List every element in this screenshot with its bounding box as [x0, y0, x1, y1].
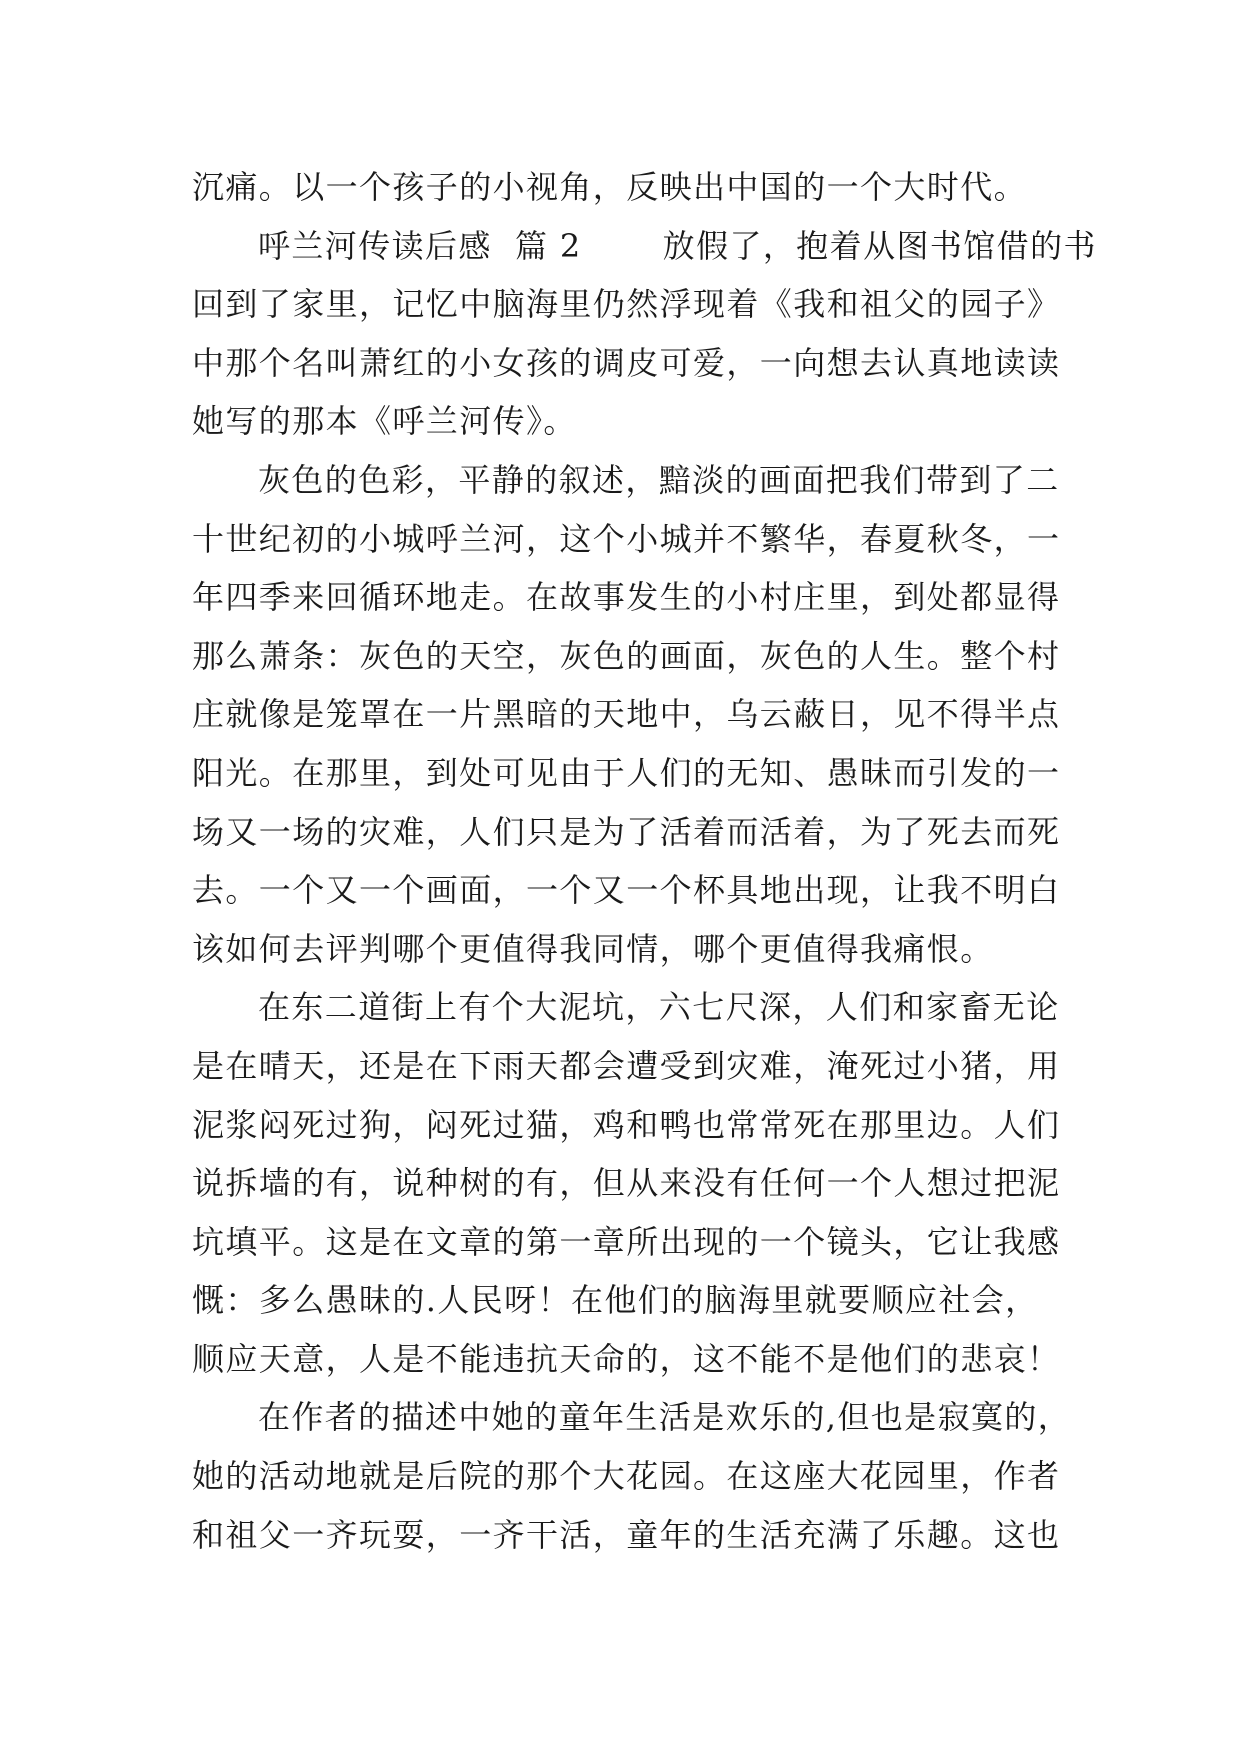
- text-line: 在东二道街上有个大泥坑，六七尺深，人们和家畜无论: [258, 988, 1060, 1027]
- text-line: 说拆墙的有，说种树的有，但从来没有任何一个人想过把泥: [192, 1164, 1061, 1203]
- body-text: [192, 158, 1097, 1564]
- text-line: 回到了家里，记忆中脑海里仍然浮现着《我和祖父的园子》: [192, 285, 1061, 324]
- text-line: 呼兰河传读后感 篇 2 放假了，抱着从图书馆借的书: [258, 226, 1097, 265]
- text-line: 去。一个又一个画面，一个又一个杯具地出现，让我不明白: [192, 871, 1061, 910]
- text-line: 那么萧条：灰色的天空，灰色的画面，灰色的人生。整个村: [192, 636, 1061, 675]
- text-line: 场又一场的灾难，人们只是为了活着而活着，为了死去而死: [192, 812, 1061, 851]
- text-line: 阳光。在那里，到处可见由于人们的无知、愚昧而引发的一: [192, 753, 1061, 792]
- text-line: 顺应天意，人是不能违抗天命的，这不能不是他们的悲哀！: [192, 1339, 1061, 1378]
- text-line: 该如何去评判哪个更值得我同情，哪个更值得我痛恨。: [192, 929, 994, 968]
- text-line: 是在晴天，还是在下雨天都会遭受到灾难，淹死过小猪，用: [192, 1046, 1061, 1085]
- text-line: 泥浆闷死过狗，闷死过猫，鸡和鸭也常常死在那里边。人们: [192, 1105, 1061, 1144]
- text-line: 庄就像是笼罩在一片黑暗的天地中，乌云蔽日，见不得半点: [192, 695, 1061, 734]
- text-line: 坑填平。这是在文章的第一章所出现的一个镜头，它让我感: [192, 1222, 1061, 1261]
- text-line: 在作者的描述中她的童年生活是欢乐的,但也是寂寞的，: [258, 1398, 1072, 1437]
- text-line: 年四季来回循环地走。在故事发生的小村庄里，到处都显得: [192, 578, 1061, 617]
- text-line: 灰色的色彩，平静的叙述，黯淡的画面把我们带到了二: [258, 460, 1060, 499]
- text-line: 沉痛。以一个孩子的小视角，反映出中国的一个大时代。: [192, 168, 1028, 206]
- text-line: 和祖父一齐玩耍，一齐干活，童年的生活充满了乐趣。这也: [192, 1515, 1061, 1554]
- text-line: 慨：多么愚昧的.人民呀！在他们的脑海里就要顺应社会，: [192, 1281, 1039, 1320]
- text-line: 她写的那本《呼兰河传》。: [192, 402, 577, 441]
- text-line: 中那个名叫萧红的小女孩的调皮可爱，一向想去认真地读读: [192, 343, 1061, 382]
- text-line: 她的活动地就是后院的那个大花园。在这座大花园里，作者: [192, 1457, 1061, 1496]
- text-line: 十世纪初的小城呼兰河，这个小城并不繁华，春夏秋冬，一: [192, 519, 1061, 558]
